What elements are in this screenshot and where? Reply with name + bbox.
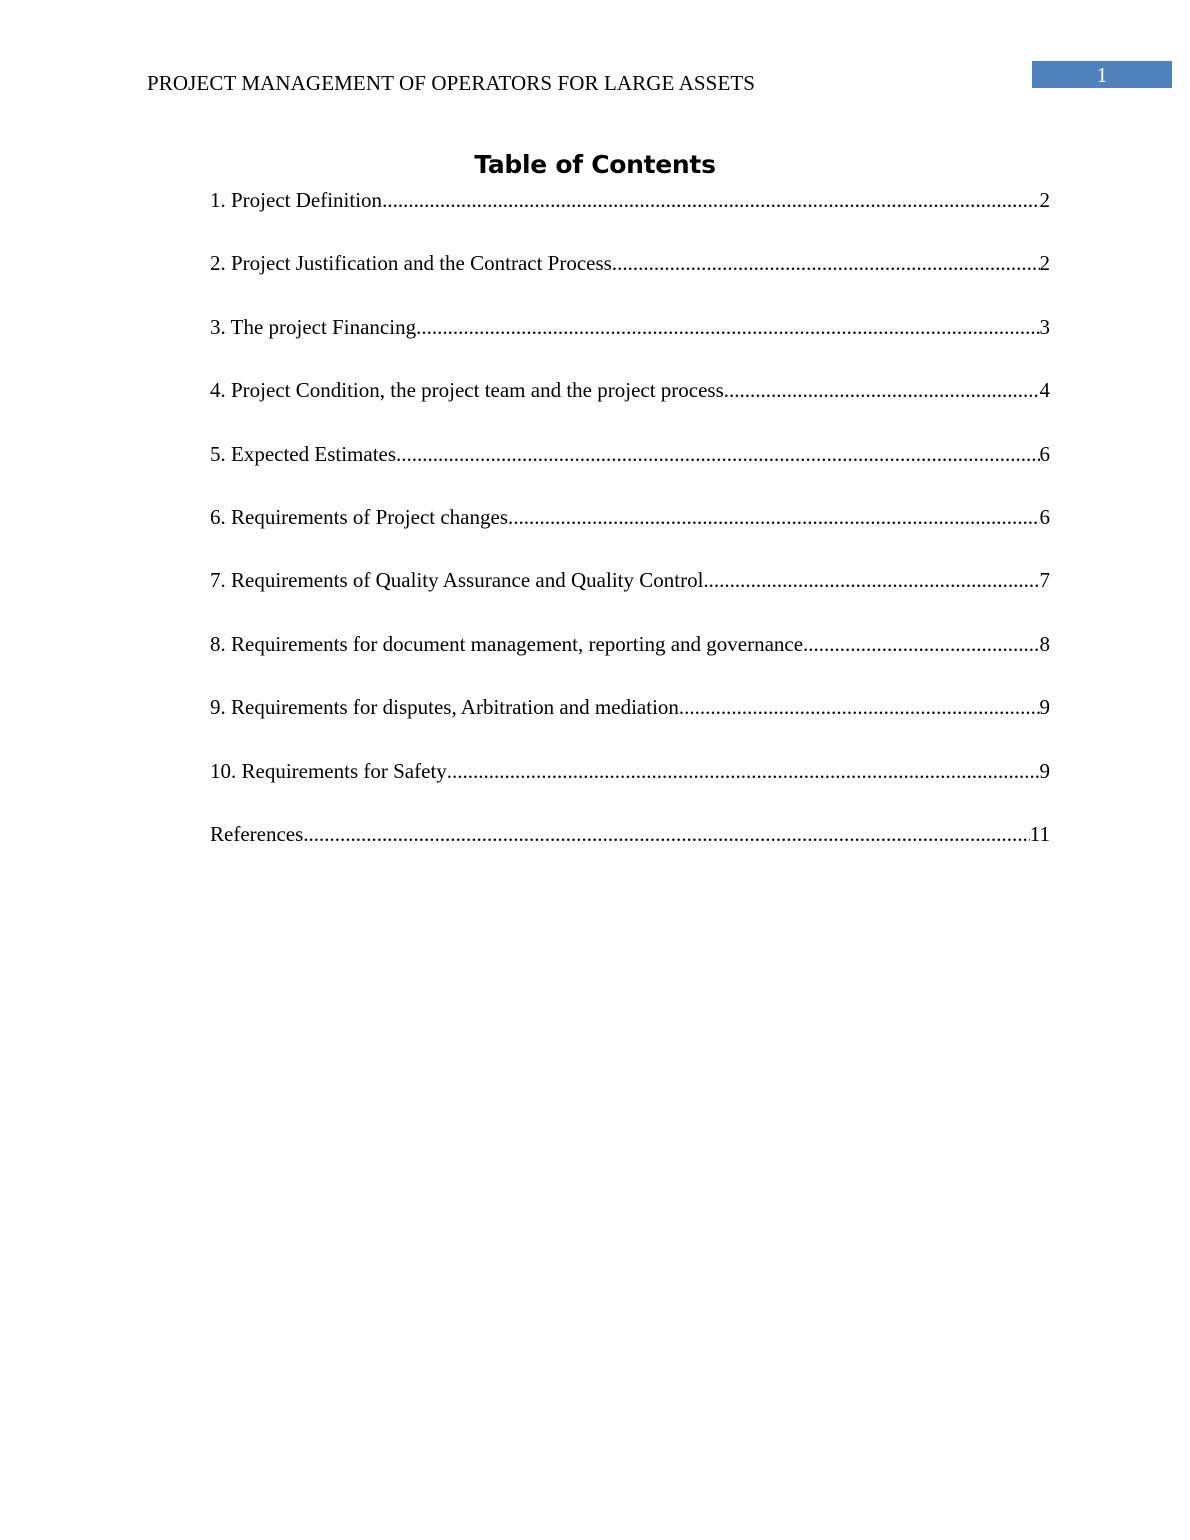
toc-entry-page: 2: [1039, 251, 1050, 276]
toc-entry-text: 3. The project Financing: [210, 314, 417, 339]
toc-heading: Table of Contents: [474, 150, 716, 179]
toc-dot-leader: [724, 376, 1040, 404]
toc-entry-text: 10. Requirements for Safety: [210, 758, 447, 783]
toc-entry-text: 6. Requirements of Project changes: [210, 504, 508, 529]
toc-entry-references[interactable]: [210, 820, 1050, 883]
toc-list: [210, 186, 1050, 883]
toc-entry-document-management[interactable]: [210, 630, 1050, 693]
toc-entry-text: 1. Project Definition: [210, 188, 383, 212]
toc-entry-text: References: [210, 821, 304, 846]
toc-entry-page: 7: [1039, 568, 1050, 593]
toc-entry-page: 4: [1039, 378, 1050, 403]
toc-entry-disputes[interactable]: [210, 693, 1050, 756]
toc-dot-leader: [508, 503, 1040, 531]
toc-dot-leader: [382, 186, 1039, 214]
toc-entry-text: 9. Requirements for disputes, Arbitration and mediation: [210, 695, 679, 720]
toc-dot-leader: [303, 820, 1029, 848]
toc-entry-page: 2: [1039, 188, 1050, 212]
toc-dot-leader: [679, 693, 1040, 721]
page-number-badge: 1: [1032, 61, 1172, 88]
running-header-title: PROJECT MANAGEMENT OF OPERATORS FOR LARGE ASSETS: [147, 71, 756, 95]
toc-dot-leader: [703, 566, 1039, 594]
toc-dot-leader: [416, 313, 1039, 341]
toc-entry-text: 7. Requirements of Quality Assurance and Quality Control: [210, 568, 704, 593]
toc-entry-project-definition[interactable]: [210, 186, 1050, 249]
toc-entry-safety[interactable]: [210, 757, 1050, 820]
toc-entry-page: 6: [1039, 504, 1050, 529]
toc-entry-page: 9: [1039, 758, 1050, 783]
toc-dot-leader: [612, 249, 1040, 277]
toc-entry-page: 6: [1039, 441, 1050, 466]
toc-entry-project-financing[interactable]: [210, 313, 1050, 376]
toc-dot-leader: [803, 630, 1039, 658]
toc-entry-project-justification[interactable]: [210, 249, 1050, 312]
toc-entry-expected-estimates[interactable]: [210, 440, 1050, 503]
toc-dot-leader: [396, 440, 1039, 468]
toc-entry-text: 2. Project Justification and the Contract Process: [210, 251, 612, 276]
toc-entry-project-condition[interactable]: [210, 376, 1050, 439]
toc-entry-page: 3: [1039, 314, 1050, 339]
toc-entry-quality-assurance[interactable]: [210, 566, 1050, 629]
toc-dot-leader: [447, 757, 1040, 785]
toc-entry-project-changes[interactable]: [210, 503, 1050, 566]
toc-entry-text: 5. Expected Estimates: [210, 441, 397, 466]
toc-entry-text: 4. Project Condition, the project team and the project process: [210, 378, 724, 403]
toc-entry-page: 11: [1029, 821, 1050, 846]
toc-entry-page: 8: [1039, 631, 1050, 656]
toc-entry-text: 8. Requirements for document management, reporting and governance: [210, 631, 804, 656]
toc-entry-page: 9: [1039, 695, 1050, 720]
